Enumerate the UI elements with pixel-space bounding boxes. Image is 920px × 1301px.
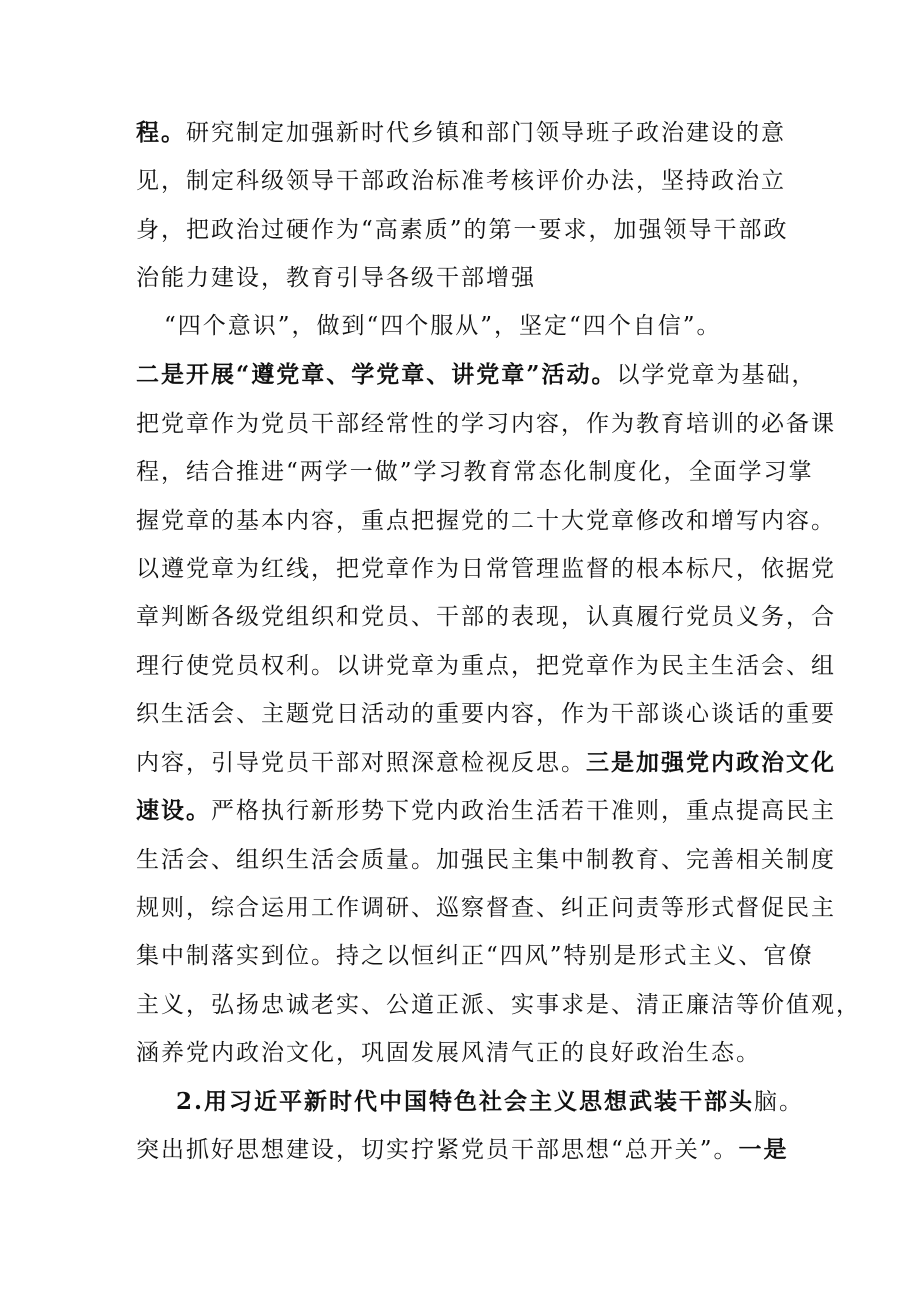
body-text: 严格执行新形势下党内政治生活若干准则，重点提高民主 (211, 798, 836, 824)
paragraph-line (136, 506, 836, 536)
body-text: 规则，综合运用工作调研、巡察督查、纠正问责等形式督促民主 (136, 895, 836, 921)
body-text: 把党章作为党员干部经常性的学习内容，作为教育培训的必备课 (136, 411, 836, 437)
paragraph-line (136, 941, 814, 971)
body-text: 理行使党员权利。以讲党章为重点，把党章作为民主生活会、组 (136, 653, 836, 679)
body-text: 章判断各级党组织和党员、干部的表现，认真履行党员义务，合 (136, 604, 836, 630)
paragraph-line (136, 990, 861, 1020)
body-text: 内容，引导党员干部对照深意检视反思。 (136, 750, 586, 776)
bold-heading: 二是开展“遵党章、学党章、讲党章”活动。 (136, 361, 617, 388)
bold-heading: 速设。 (136, 797, 211, 824)
paragraph-line (136, 651, 836, 681)
body-text: 程，结合推进“两学一做”学习教育常态化制度化，全面学习掌 (136, 459, 814, 485)
paragraph-line (136, 409, 836, 439)
body-text: 握党章的基本内容，重点把握党的二十大党章修改和增写内容。 (136, 508, 836, 534)
paragraph-line (136, 699, 836, 729)
paragraph-line (136, 845, 836, 875)
section-heading: 2.用习近平新时代中国特色社会主义思想武装干部头 (176, 1088, 755, 1115)
body-text: “四个意识”，做到“四个服从”，坚定“四个自信”。 (164, 313, 722, 339)
paragraph-line (136, 118, 786, 148)
bold-heading: 一是 (738, 1136, 789, 1163)
body-text: 脑。 (754, 1089, 805, 1115)
paragraph-line (136, 796, 836, 826)
paragraph-line (136, 166, 786, 196)
paragraph-line (136, 602, 836, 632)
body-text: 以学党章为基础， (616, 362, 817, 388)
paragraph-line (136, 748, 836, 778)
body-text: 研究制定加强新时代乡镇和部门领导班子政治建设的意 (186, 120, 786, 146)
paragraph-line (136, 215, 789, 245)
paragraph-line (136, 554, 836, 584)
body-text: 主义，弘扬忠诚老实、公道正派、实事求是、清正廉洁等价值观， (136, 992, 861, 1018)
paragraph-line (136, 457, 814, 487)
body-text: 见，制定科级领导干部政治标准考核评价办法，坚持政治立 (136, 168, 786, 194)
paragraph-line (164, 311, 722, 341)
bold-heading: 三是加强党内政治文化 (586, 749, 836, 776)
body-text: 以遵党章为红线，把党章作为日常管理监督的根本标尺，依据党 (136, 556, 836, 582)
body-text: 突出抓好思想建设，切实拧紧党员干部思想“总开关”。 (136, 1137, 739, 1163)
paragraph-line (136, 263, 536, 293)
paragraph-line (136, 893, 836, 923)
body-text: 治能力建设，教育引导各级干部增强 (136, 265, 536, 291)
body-text: 生活会、组织生活会质量。加强民主集中制教育、完善相关制度 (136, 847, 836, 873)
body-text: 织生活会、主题党日活动的重要内容，作为干部谈心谈话的重要 (136, 701, 836, 727)
bold-text: 程。 (136, 119, 186, 146)
paragraph-line (136, 1135, 789, 1165)
body-text: 涵养党内政治文化，巩固发展风清气正的良好政治生态。 (136, 1040, 761, 1066)
paragraph-line (136, 1038, 761, 1068)
paragraph-line (136, 360, 816, 390)
section-heading-line (176, 1087, 804, 1117)
body-text: 集中制落实到位。持之以恒纠正“四风”特别是形式主义、官僚 (136, 943, 814, 969)
body-text: 身，把政治过硬作为“高素质”的第一要求，加强领导干部政 (136, 217, 789, 243)
